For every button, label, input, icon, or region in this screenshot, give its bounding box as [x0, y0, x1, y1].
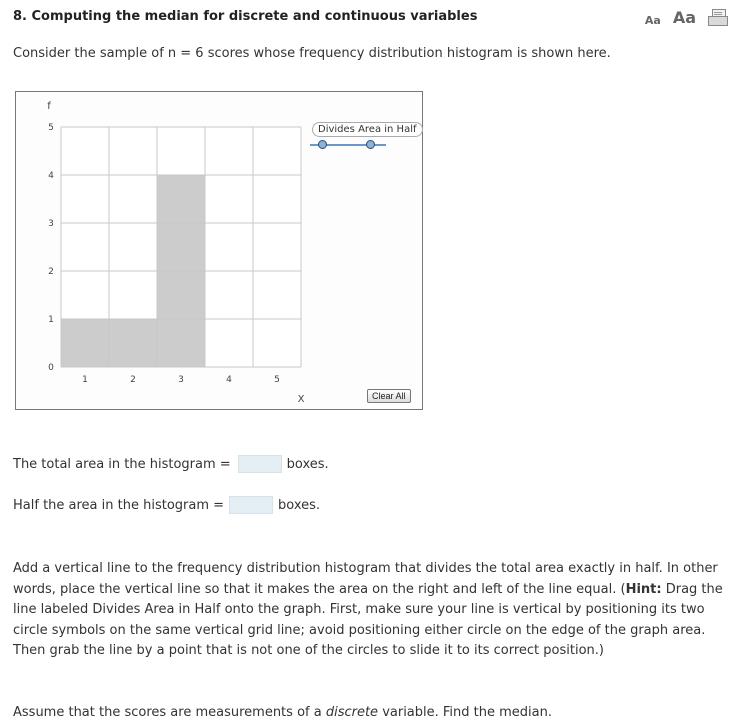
- y-tick-label: 1: [48, 315, 54, 325]
- line-handle-right-icon[interactable]: [366, 140, 375, 149]
- print-icon[interactable]: [708, 9, 728, 27]
- total-area-input[interactable]: [238, 455, 282, 473]
- half-area-label: Half the area in the histogram =: [13, 497, 225, 513]
- y-tick-label: 4: [48, 171, 54, 181]
- half-area-row: [13, 496, 320, 514]
- increase-font-button[interactable]: Aa: [672, 8, 696, 27]
- total-area-unit: boxes.: [286, 456, 329, 472]
- font-tools: [645, 8, 728, 27]
- divides-area-label[interactable]: Divides Area in Half: [312, 122, 423, 137]
- question-emphasis: discrete: [325, 705, 379, 720]
- question-before: Assume that the scores are measurements of a: [13, 705, 326, 720]
- instructions-text: [13, 559, 725, 662]
- histogram-bar-2: [109, 319, 157, 367]
- x-tick-label: 2: [130, 375, 136, 385]
- histogram-panel: [15, 91, 423, 410]
- median-question: [13, 705, 552, 720]
- instructions-part1: Add a vertical line to the frequency distribution histogram that divides the total area exactly in half. In other words, place the vertical line so that it makes the area on the right and left of the line equal. (: [13, 561, 718, 597]
- intro-text: Consider the sample of n = 6 scores whose frequency distribution histogram is shown here.: [13, 46, 611, 61]
- x-axis-label: X: [297, 394, 305, 405]
- line-handle-left-icon[interactable]: [318, 140, 327, 149]
- x-tick-label: 4: [226, 375, 232, 385]
- decrease-font-button[interactable]: Aa: [644, 14, 661, 27]
- x-tick-label: 5: [274, 375, 280, 385]
- x-tick-label: 3: [178, 375, 184, 385]
- question-after: variable. Find the median.: [378, 705, 553, 720]
- instructions-part2: Drag the line labeled Divides Area in Half onto the graph. First, make sure your line is vertical by positioning its two circle symbols on the same vertical grid line; avoid positioning either circle on the edge of the graph area. Then grab the line by a point that is not one of the circles to slide it to its correct position.): [13, 581, 723, 658]
- y-tick-label: 2: [48, 267, 54, 277]
- clear-all-button[interactable]: Clear All: [367, 389, 411, 403]
- total-area-row: [13, 455, 329, 473]
- question-title: 8. Computing the median for discrete and continuous variables: [13, 9, 478, 24]
- divides-area-line[interactable]: [310, 138, 386, 152]
- half-area-unit: boxes.: [278, 497, 321, 513]
- y-tick-label: 0: [48, 363, 54, 373]
- y-axis-label: f: [47, 101, 51, 112]
- x-tick-label: 1: [82, 375, 88, 385]
- y-tick-label: 3: [48, 219, 54, 229]
- y-tick-label: 5: [48, 123, 54, 133]
- hint-label: Hint:: [625, 581, 662, 597]
- histogram-bar-1: [61, 319, 109, 367]
- half-area-input[interactable]: [229, 496, 273, 514]
- total-area-label: The total area in the histogram =: [13, 456, 231, 472]
